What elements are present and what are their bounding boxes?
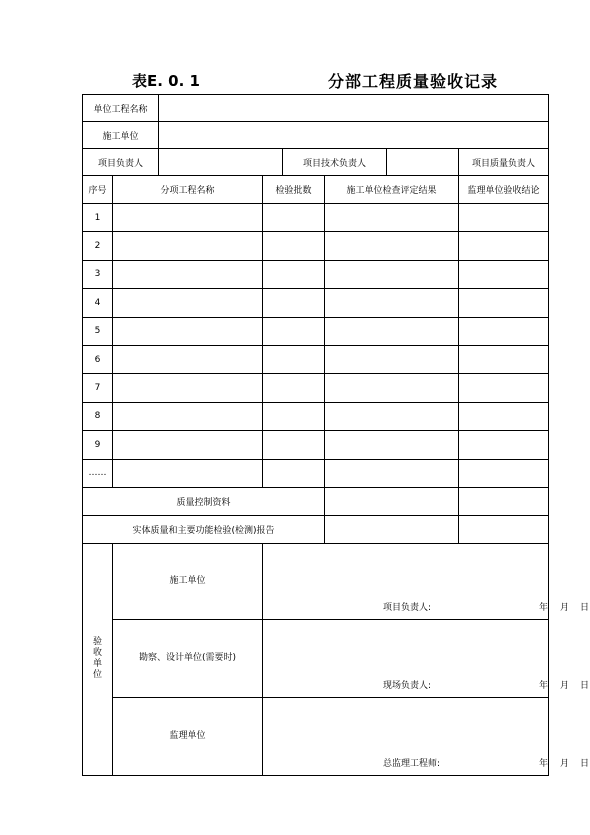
row-batch-count[interactable]	[263, 204, 325, 232]
row-supervisor-result[interactable]	[459, 431, 549, 459]
tech-label: 项目技术负责人	[283, 149, 387, 176]
sign-row-contractor	[83, 543, 549, 619]
acceptance-units-cell	[83, 543, 113, 775]
row-contractor-result[interactable]	[325, 204, 459, 232]
row-seq: 5	[83, 317, 113, 345]
row-batch-count[interactable]	[263, 402, 325, 430]
date-day: 日	[580, 758, 590, 769]
section-unit-label: 监理单位	[113, 697, 263, 775]
date-month: 月	[560, 680, 570, 691]
row-sub-item[interactable]	[113, 402, 263, 430]
item-rows	[83, 204, 549, 488]
entity-test-contractor[interactable]	[325, 515, 459, 543]
column-header-row	[83, 176, 549, 204]
row-batch-count[interactable]	[263, 289, 325, 317]
row-contractor-result[interactable]	[325, 260, 459, 288]
date-year: 年	[539, 602, 549, 613]
row-batch-count[interactable]	[263, 374, 325, 402]
row-contractor-result[interactable]	[325, 459, 459, 487]
table-row	[83, 345, 549, 373]
row-batch-count[interactable]	[263, 459, 325, 487]
date-day: 日	[580, 680, 590, 691]
pm-value[interactable]	[159, 149, 283, 176]
row-sub-item[interactable]	[113, 260, 263, 288]
row-batch-count[interactable]	[263, 345, 325, 373]
quality-docs-row	[83, 487, 549, 515]
row-seq: 3	[83, 260, 113, 288]
row-contractor-result[interactable]	[325, 289, 459, 317]
date-day: 日	[580, 602, 590, 613]
date-year: 年	[539, 758, 549, 769]
col-seq: 序号	[83, 176, 113, 204]
row-contractor-result[interactable]	[325, 402, 459, 430]
row-batch-count[interactable]	[263, 317, 325, 345]
row-contractor-result[interactable]	[325, 431, 459, 459]
section-sign-area[interactable]	[263, 619, 590, 697]
contractor-value[interactable]	[159, 122, 549, 149]
row-sub-item[interactable]	[113, 289, 263, 317]
row-seq: 1	[83, 204, 113, 232]
row-supervisor-result[interactable]	[459, 374, 549, 402]
entity-test-row	[83, 515, 549, 543]
contractor-label: 施工单位	[83, 122, 159, 149]
row-sub-item[interactable]	[113, 317, 263, 345]
table-row	[83, 374, 549, 402]
row-sub-item[interactable]	[113, 374, 263, 402]
contractor-row	[83, 122, 549, 149]
sign-row-design	[83, 619, 549, 697]
signer-role: 现场负责人:	[383, 680, 432, 691]
row-supervisor-result[interactable]	[459, 345, 549, 373]
section-unit-label: 勘察、设计单位(需要时)	[113, 619, 263, 697]
entity-test-label: 实体质量和主要功能检验(检测)报告	[83, 515, 325, 543]
row-seq: 8	[83, 402, 113, 430]
date-month: 月	[560, 758, 570, 769]
entity-test-supervisor[interactable]	[459, 515, 549, 543]
table-row	[83, 317, 549, 345]
row-sub-item[interactable]	[113, 232, 263, 260]
row-contractor-result[interactable]	[325, 345, 459, 373]
row-sub-item[interactable]	[113, 204, 263, 232]
row-sub-item[interactable]	[113, 459, 263, 487]
responsible-row	[83, 149, 549, 176]
date-month: 月	[560, 602, 570, 613]
date-year: 年	[539, 680, 549, 691]
sign-row-supervisor	[83, 697, 549, 775]
row-batch-count[interactable]	[263, 232, 325, 260]
table-row	[83, 260, 549, 288]
row-supervisor-result[interactable]	[459, 402, 549, 430]
table-row	[83, 204, 549, 232]
page-title: 分部工程质量验收记录	[328, 72, 499, 91]
section-sign-area[interactable]	[263, 543, 590, 619]
quality-label: 项目质量负责人	[459, 149, 549, 176]
row-supervisor-result[interactable]	[459, 459, 549, 487]
col-contractor-result: 施工单位检查评定结果	[325, 176, 459, 204]
signer-role: 总监理工程师:	[383, 758, 441, 769]
row-supervisor-result[interactable]	[459, 204, 549, 232]
quality-docs-label: 质量控制资料	[83, 487, 325, 515]
row-contractor-result[interactable]	[325, 232, 459, 260]
row-seq: 9	[83, 431, 113, 459]
row-sub-item[interactable]	[113, 345, 263, 373]
col-supervisor-result: 监理单位验收结论	[459, 176, 549, 204]
row-supervisor-result[interactable]	[459, 317, 549, 345]
row-seq: ……	[83, 459, 113, 487]
col-sub-item: 分项工程名称	[113, 176, 263, 204]
row-supervisor-result[interactable]	[459, 232, 549, 260]
acceptance-units-label: 验收单位	[92, 637, 102, 681]
row-batch-count[interactable]	[263, 260, 325, 288]
quality-docs-contractor[interactable]	[325, 487, 459, 515]
acceptance-form	[82, 94, 590, 776]
pm-label: 项目负责人	[83, 149, 159, 176]
col-batch-count: 检验批数	[263, 176, 325, 204]
unit-project-value[interactable]	[159, 95, 549, 122]
section-sign-area[interactable]	[263, 697, 590, 775]
row-contractor-result[interactable]	[325, 374, 459, 402]
signer-role: 项目负责人:	[383, 602, 432, 613]
table-row	[83, 431, 549, 459]
row-contractor-result[interactable]	[325, 317, 459, 345]
row-supervisor-result[interactable]	[459, 289, 549, 317]
row-seq: 2	[83, 232, 113, 260]
row-supervisor-result[interactable]	[459, 260, 549, 288]
table-row	[83, 232, 549, 260]
table-row	[83, 459, 549, 487]
row-sub-item[interactable]	[113, 431, 263, 459]
row-seq: 4	[83, 289, 113, 317]
table-row	[83, 402, 549, 430]
quality-docs-supervisor[interactable]	[459, 487, 549, 515]
tech-value[interactable]	[387, 149, 459, 176]
row-seq: 7	[83, 374, 113, 402]
unit-project-label: 单位工程名称	[83, 95, 159, 122]
section-unit-label: 施工单位	[113, 543, 263, 619]
unit-project-row	[83, 95, 549, 122]
row-batch-count[interactable]	[263, 431, 325, 459]
table-number: 表E. 0. 1	[132, 72, 200, 90]
row-seq: 6	[83, 345, 113, 373]
table-row	[83, 289, 549, 317]
